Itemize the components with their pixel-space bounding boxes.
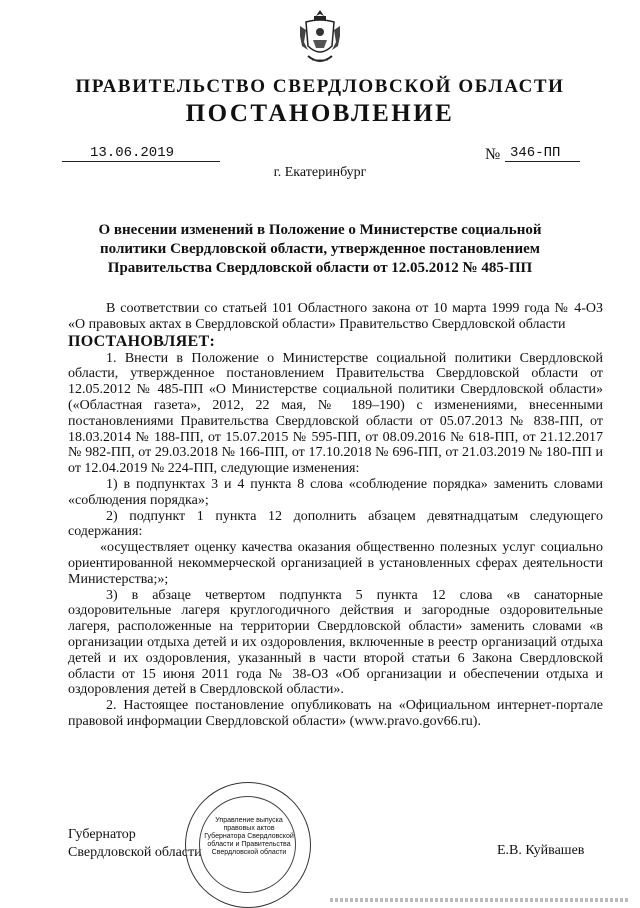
document-heading: О внесении изменений в Положение о Министерстве социальной политики Свердловской области, утвержденное постановлением Правительства Свердловской области от 12.05.2012 № 485-ПП <box>98 222 542 276</box>
decree-word: ПОСТАНОВЛЯЕТ: <box>68 332 216 350</box>
city: г. Екатеринбург <box>273 165 367 180</box>
official-stamp <box>185 782 311 908</box>
signatory-position <box>68 826 202 862</box>
paragraph-1: 1. Внести в Положение о Министерстве социальной политики Свердловской области, утвержденное постановлением Правительства Свердловской области от 12.05.2012 № 485-ПП «О Министерстве социальной политики Свердловской области» («Областная газета», 2012, 22 мая, № 189–190) с изменениями, внесенными постановлениями Правительства Свердловской области от 05.07.2013 № 838-ПП, от 18.03.2014 № 188-ПП, от 15.07.2015 № 595-ПП, от 08.09.2016 № 618-ПП, от 21.12.2017 № 982-ПП, от 29.03.2018 № 166-ПП, от 17.10.2018 № 696-ПП, от 21.03.2019 № 180-ПП и от 12.04.2019 № 224-ПП, следующие изменения: <box>68 350 603 477</box>
number-sign: № <box>485 146 501 163</box>
government-title: ПРАВИТЕЛЬСТВО СВЕРДЛОВСКОЙ ОБЛАСТИ <box>75 76 565 97</box>
footer-print-line <box>330 898 630 902</box>
item-1: 1) в подпунктах 3 и 4 пункта 8 слова «соблюдение порядка» заменить словами «соблюдения порядка»; <box>68 476 603 508</box>
document-number: 346-ПП <box>510 145 561 161</box>
quoted-addition: «осуществляет оценку качества оказания общественно полезных услуг социально ориентированной некоммерческой организацией в установленных сферах деятельности Министерства;»; <box>68 540 603 587</box>
item-2: 2) подпункт 1 пункта 12 дополнить абзацем девятнадцатым следующего содержания: <box>68 508 603 540</box>
stamp-text: Управление выпуска правовых актов Губернатора Свердловской области и Правительства Свердловской области <box>204 817 294 856</box>
document-type: ПОСТАНОВЛЕНИЕ <box>185 100 455 127</box>
position-line-1: Губернатор <box>68 827 136 842</box>
item-3: 3) в абзаце четвертом подпункта 5 пункта 12 слова «в санаторные оздоровительные лагеря круглогодичного действия и загородные оздоровительные лагеря, расположенные на территории Свердловской области» заменить словами «в организации отдыха детей и их оздоровления, включенные в реестр организаций отдыха детей и их оздоровления, указанный в части второй статьи 6 Закона Свердловской области от 15 июня 2011 года № 38-ОЗ «Об организации и обеспечении отдыха и оздоровления детей в Свердловской области». <box>68 587 603 698</box>
preamble: В соответствии со статьей 101 Областного закона от 10 марта 1999 года № 4-ОЗ «О правовых актах в Свердловской области» Правительство Свердловской области <box>68 301 603 332</box>
paragraph-2: 2. Настоящее постановление опубликовать на «Официальном интернет-портале правовой информации Свердловской области» (www.pravo.gov66.ru). <box>68 698 603 729</box>
coat-of-arms-icon <box>298 8 342 68</box>
position-line-2: Свердловской области <box>68 845 202 860</box>
document-body <box>68 301 603 730</box>
number-underline <box>505 161 580 162</box>
date-underline <box>62 161 220 162</box>
document-date: 13.06.2019 <box>90 145 175 161</box>
signatory-name: Е.В. Куйвашев <box>497 843 585 858</box>
